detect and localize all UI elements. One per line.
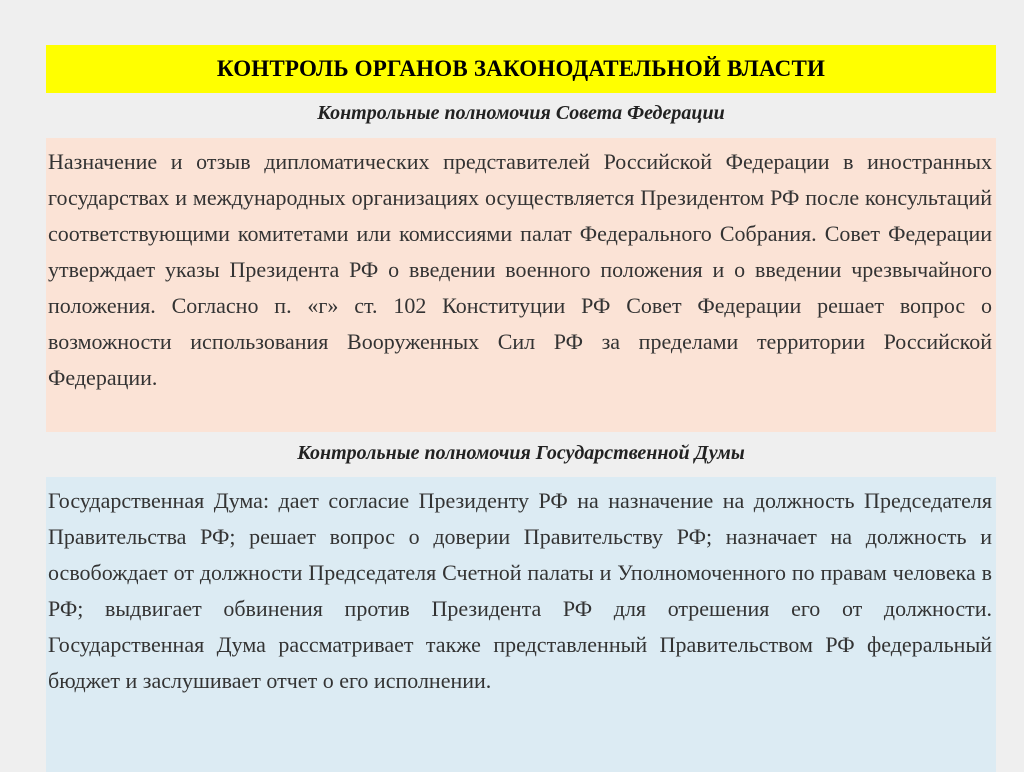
section-text-federation-council: Назначение и отзыв дипломатических представителей Российской Федерации в иностранных государствах и международных организациях осуществляется Президентом РФ после консультаций соответствующими комитетами или комиссиями палат Федерального Собрания. Совет Федерации утверждает указы Президента РФ о введении военного положения и о введении чрезвычайного положения. Согласно п. «г» ст. 102 Конституции РФ Совет Федерации решает вопрос о возможности использования Вооруженных Сил РФ за пределами территории Российской Федерации. (46, 138, 996, 432)
slide-title: КОНТРОЛЬ ОРГАНОВ ЗАКОНОДАТЕЛЬНОЙ ВЛАСТИ (216, 56, 826, 81)
section-text-state-duma: Государственная Дума: дает согласие Президенту РФ на назначение на должность Председателя Правительства РФ; решает вопрос о доверии Правительству РФ; назначает на должность и освобождает от должности Председателя Счетной палаты и Уполномоченного по правам человека в РФ; выдвигает обвинения против Президента РФ для отрешения его от должности. Государственная Дума рассматривает также представленный Правительством РФ федеральный бюджет и заслушивает отчет о его исполнении. (46, 477, 996, 772)
section-heading-state-duma: Контрольные полномочия Государственной Думы (297, 442, 745, 464)
section-heading-federation-council: Контрольные полномочия Совета Федерации (317, 102, 725, 124)
title-bar (46, 45, 996, 93)
